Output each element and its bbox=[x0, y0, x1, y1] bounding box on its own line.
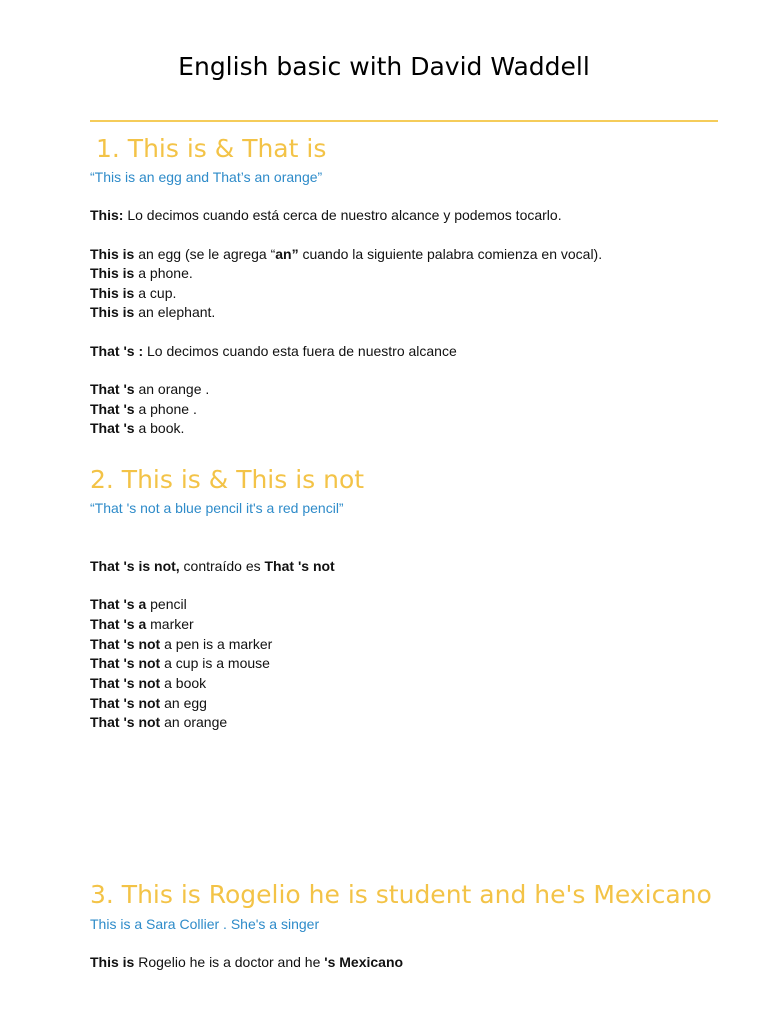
bold-text: That 's is not, bbox=[90, 558, 180, 574]
section-3-line bbox=[90, 954, 403, 970]
section-2-line bbox=[90, 714, 227, 730]
section-1-line bbox=[90, 207, 562, 223]
section-2-line bbox=[90, 596, 187, 612]
section-2-quote: “That 's not a blue pencil it's a red pencil” bbox=[90, 500, 344, 516]
section-2-line bbox=[90, 695, 207, 711]
plain-text: an orange . bbox=[134, 381, 210, 397]
plain-text: a book bbox=[160, 675, 207, 691]
bold-text: That 's : bbox=[90, 343, 144, 359]
bold-text: This is bbox=[90, 954, 135, 970]
section-1-heading: 1. This is & That is bbox=[96, 134, 327, 163]
plain-text: cuando la siguiente palabra comienza en vocal). bbox=[298, 246, 603, 262]
title-underline-divider bbox=[90, 120, 718, 122]
bold-text: That 's a bbox=[90, 596, 147, 612]
section-2-heading: 2. This is & This is not bbox=[90, 465, 365, 494]
section-2-line bbox=[90, 636, 272, 652]
plain-text: a cup is a mouse bbox=[160, 655, 270, 671]
plain-text: an orange bbox=[160, 714, 228, 730]
plain-text: a phone. bbox=[134, 265, 193, 281]
bold-text: That 's not bbox=[90, 714, 161, 730]
plain-text: an elephant. bbox=[134, 304, 216, 320]
plain-text: Rogelio he is a doctor and he bbox=[134, 954, 325, 970]
bold-text: This is bbox=[90, 285, 135, 301]
bold-text: This is bbox=[90, 304, 135, 320]
bold-text: 's Mexicano bbox=[324, 954, 404, 970]
plain-text: Lo decimos cuando esta fuera de nuestro alcance bbox=[143, 343, 457, 359]
section-1-line bbox=[90, 420, 184, 436]
section-2-line bbox=[90, 558, 335, 574]
bold-text: That 's bbox=[90, 381, 135, 397]
section-1-line bbox=[90, 401, 197, 417]
plain-text: a phone . bbox=[134, 401, 197, 417]
plain-text: marker bbox=[146, 616, 194, 632]
section-2-line bbox=[90, 655, 270, 671]
section-1-line bbox=[90, 285, 176, 301]
plain-text: a book. bbox=[134, 420, 185, 436]
bold-text: That 's not bbox=[90, 675, 161, 691]
bold-text: That 's bbox=[90, 401, 135, 417]
bold-text: That 's not bbox=[90, 636, 161, 652]
section-1-line bbox=[90, 265, 193, 281]
plain-text: contraído es bbox=[179, 558, 265, 574]
document-title: English basic with David Waddell bbox=[178, 52, 590, 81]
bold-text: That 's a bbox=[90, 616, 147, 632]
plain-text: pencil bbox=[146, 596, 187, 612]
bold-text: That 's not bbox=[264, 558, 335, 574]
bold-text: This: bbox=[90, 207, 124, 223]
plain-text: an egg bbox=[160, 695, 207, 711]
section-2-line bbox=[90, 675, 206, 691]
bold-text: an” bbox=[275, 246, 299, 262]
section-2-line bbox=[90, 616, 194, 632]
section-1-line bbox=[90, 246, 602, 262]
section-1-line bbox=[90, 343, 457, 359]
section-3-quote: This is a Sara Collier . She's a singer bbox=[90, 916, 320, 932]
plain-text: an egg (se le agrega “ bbox=[134, 246, 276, 262]
bold-text: That 's not bbox=[90, 695, 161, 711]
bold-text: This is bbox=[90, 246, 135, 262]
section-1-line bbox=[90, 304, 215, 320]
plain-text: a cup. bbox=[134, 285, 177, 301]
plain-text: Lo decimos cuando está cerca de nuestro alcance y podemos tocarlo. bbox=[123, 207, 562, 223]
bold-text: That 's not bbox=[90, 655, 161, 671]
section-1-quote: “This is an egg and That’s an orange” bbox=[90, 169, 323, 185]
plain-text: a pen is a marker bbox=[160, 636, 273, 652]
section-3-heading: 3. This is Rogelio he is student and he's Mexicano bbox=[90, 880, 712, 909]
section-1-line bbox=[90, 381, 209, 397]
bold-text: This is bbox=[90, 265, 135, 281]
bold-text: That 's bbox=[90, 420, 135, 436]
